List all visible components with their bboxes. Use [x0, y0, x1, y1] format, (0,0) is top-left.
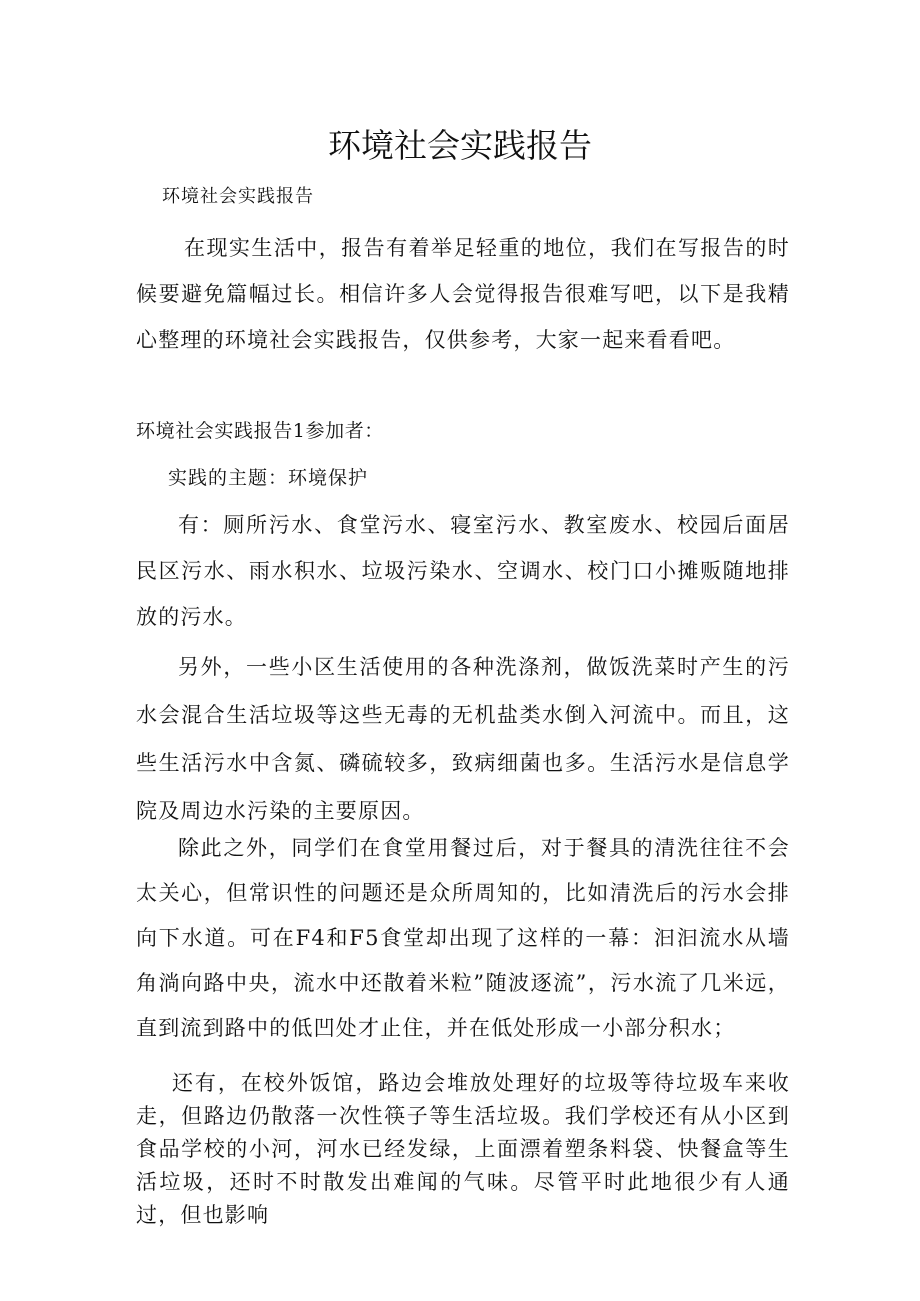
paragraph-besides: 另外，一些小区生活使用的各种洗涤剂，做饭洗菜时产生的污水会混合生活垃圾等这些无毒的无机盐类水倒入河流中。而且，这些生活污水中含氮、磷硫较多，致病细菌也多。生活污水是信息学院及周边水污染的主要原因。: [136, 655, 790, 823]
paragraph-sources: 有：厕所污水、食堂污水、寝室污水、教室废水、校园后面居民区污水、雨水积水、垃圾污染水、空调水、校门口小摊贩随地排放的污水。: [136, 513, 790, 629]
theme-line: 实践的主题：环境保护: [168, 467, 369, 489]
intro-paragraph: 在现实生活中，报告有着举足轻重的地位，我们在写报告的时候要避免篇幅过长。相信许多人会觉得报告很难写吧，以下是我精心整理的环境社会实践报告，仅供参考，大家一起来看看吧。: [136, 236, 790, 352]
document-title: 环境社会实践报告: [328, 126, 592, 165]
document-subtitle: 环境社会实践报告: [162, 186, 314, 207]
section-heading: 环境社会实践报告1参加者：: [136, 420, 384, 442]
paragraph-outside: 还有，在校外饭馆，路边会堆放处理好的垃圾等待垃圾车来收走，但路边仍散落一次性筷子等生活垃圾。我们学校还有从小区到食品学校的小河，河水已经发绿，上面漂着塑条料袋、快餐盒等生活垃圾，还时不时散发出难闻的气味。尽管平时此地很少有人通过，但也影响: [136, 1071, 790, 1227]
paragraph-canteen: 除此之外，同学们在食堂用餐过后，对于餐具的清洗往往不会太关心，但常识性的问题还是众所周知的，比如清洗后的污水会排向下水道。可在F4和F5食堂却出现了这样的一幕：汩汩流水从墙角淌向路中央，流水中还散着米粒”随波逐流”，污水流了几米远，直到流到路中的低凹处才止住，并在低处形成一小部分积水；: [136, 836, 790, 1040]
